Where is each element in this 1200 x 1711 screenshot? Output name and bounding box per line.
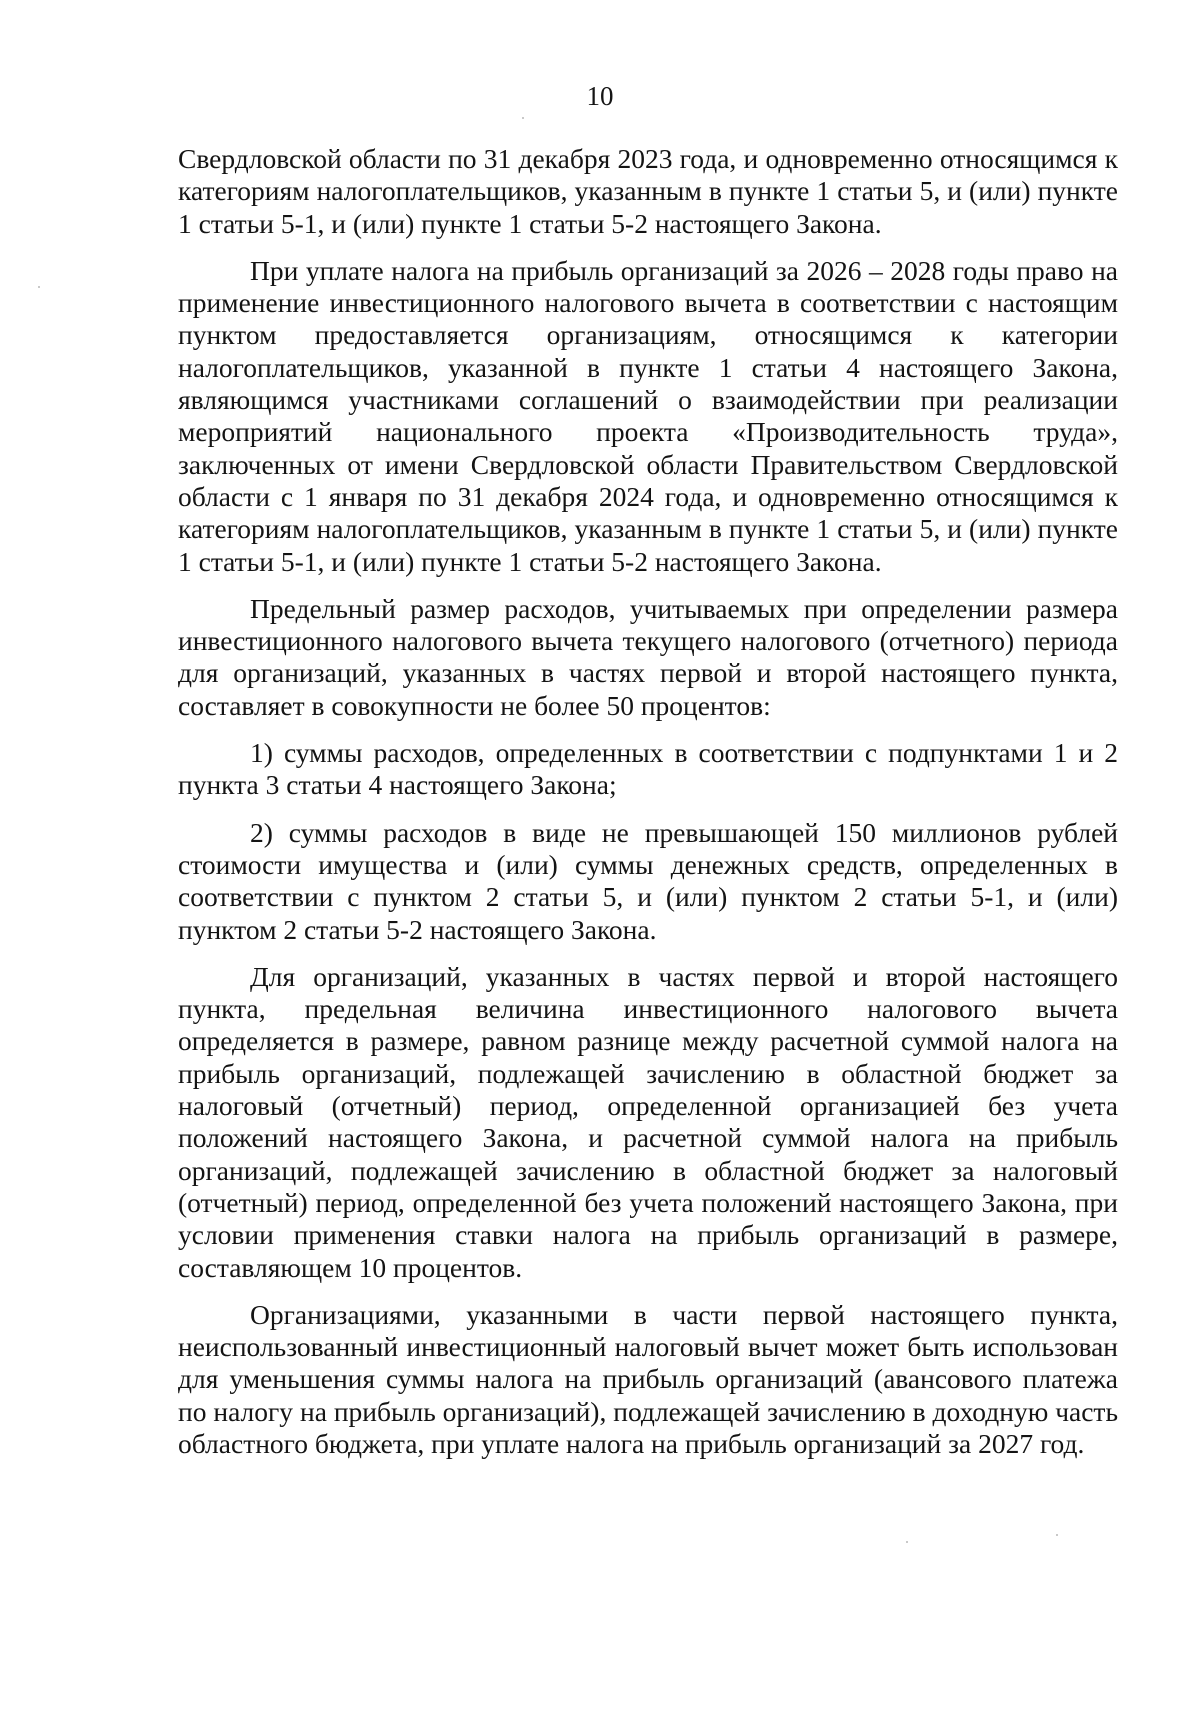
scan-speck — [906, 1541, 908, 1543]
list-item-1: 1) суммы расходов, определенных в соответствии с подпунктами 1 и 2 пункта 3 статьи 4 настоящего Закона; — [178, 737, 1118, 801]
list-item-2: 2) суммы расходов в виде не превышающей 150 миллионов рублей стоимости имущества и (или) суммы денежных средств, определенных в соответствии с пунктом 2 статьи 5, и (или) пунктом 2 статьи 5-1, и (или) пунктом 2 статьи 5-2 настоящего Закона. — [178, 816, 1118, 945]
paragraph-continuation: Свердловской области по 31 декабря 2023 года, и одновременно относящимся к категориям налогоплательщиков, указанным в пункте 1 статьи 5, и (или) пункте 1 статьи 5-1, и (или) пункте 1 статьи 5-2 настоящего Закона. — [178, 143, 1118, 239]
scan-speck — [38, 286, 40, 288]
paragraph-expense-limit: Предельный размер расходов, учитываемых при определении размера инвестиционного налогового вычета текущего налогового (отчетного) периода для организаций, указанных в частях первой и второй настоящего пункта, составляет в совокупности не более 50 процентов: — [178, 592, 1118, 721]
scan-speck — [522, 117, 524, 119]
paragraph-tax-deduction-right: При уплате налога на прибыль организаций за 2026 – 2028 годы право на применение инвестиционного налогового вычета в соответствии с настоящим пунктом предоставляется организациям, относящимся к категории налогоплательщиков, указанной в пункте 1 статьи 4 настоящего Закона, являющимся участниками соглашений о взаимодействии при реализации мероприятий национального проекта «Производительность труда», заключенных от имени Свердловской области Правительством Свердловской области с 1 января по 31 декабря 2024 года, и одновременно относящимся к категориям налогоплательщиков, указанным в пункте 1 статьи 5, и (или) пункте 1 статьи 5-1, и (или) пункте 1 статьи 5-2 настоящего Закона. — [178, 254, 1118, 577]
page-number: 10 — [586, 81, 614, 111]
document-body — [178, 143, 1118, 1475]
paragraph-deduction-limit: Для организаций, указанных в частях первой и второй настоящего пункта, предельная величина инвестиционного налогового вычета определяется в размере, равном разнице между расчетной суммой налога на прибыль организаций, подлежащей зачислению в областной бюджет за налоговый (отчетный) период, определенной организацией без учета положений настоящего Закона, и расчетной суммой налога на прибыль организаций, подлежащей зачислению в областной бюджет за налоговый (отчетный) период, определенной без учета положений настоящего Закона, при условии применения ставки налога на прибыль организаций в размере, составляющем 10 процентов. — [178, 960, 1118, 1283]
paragraph-unused-deduction: Организациями, указанными в части первой настоящего пункта, неиспользованный инвестиционный налоговый вычет может быть использован для уменьшения суммы налога на прибыль организаций (авансового платежа по налогу на прибыль организаций), подлежащей зачислению в доходную часть областного бюджета, при уплате налога на прибыль организаций за 2027 год. — [178, 1298, 1118, 1459]
scan-speck — [1056, 1534, 1058, 1536]
